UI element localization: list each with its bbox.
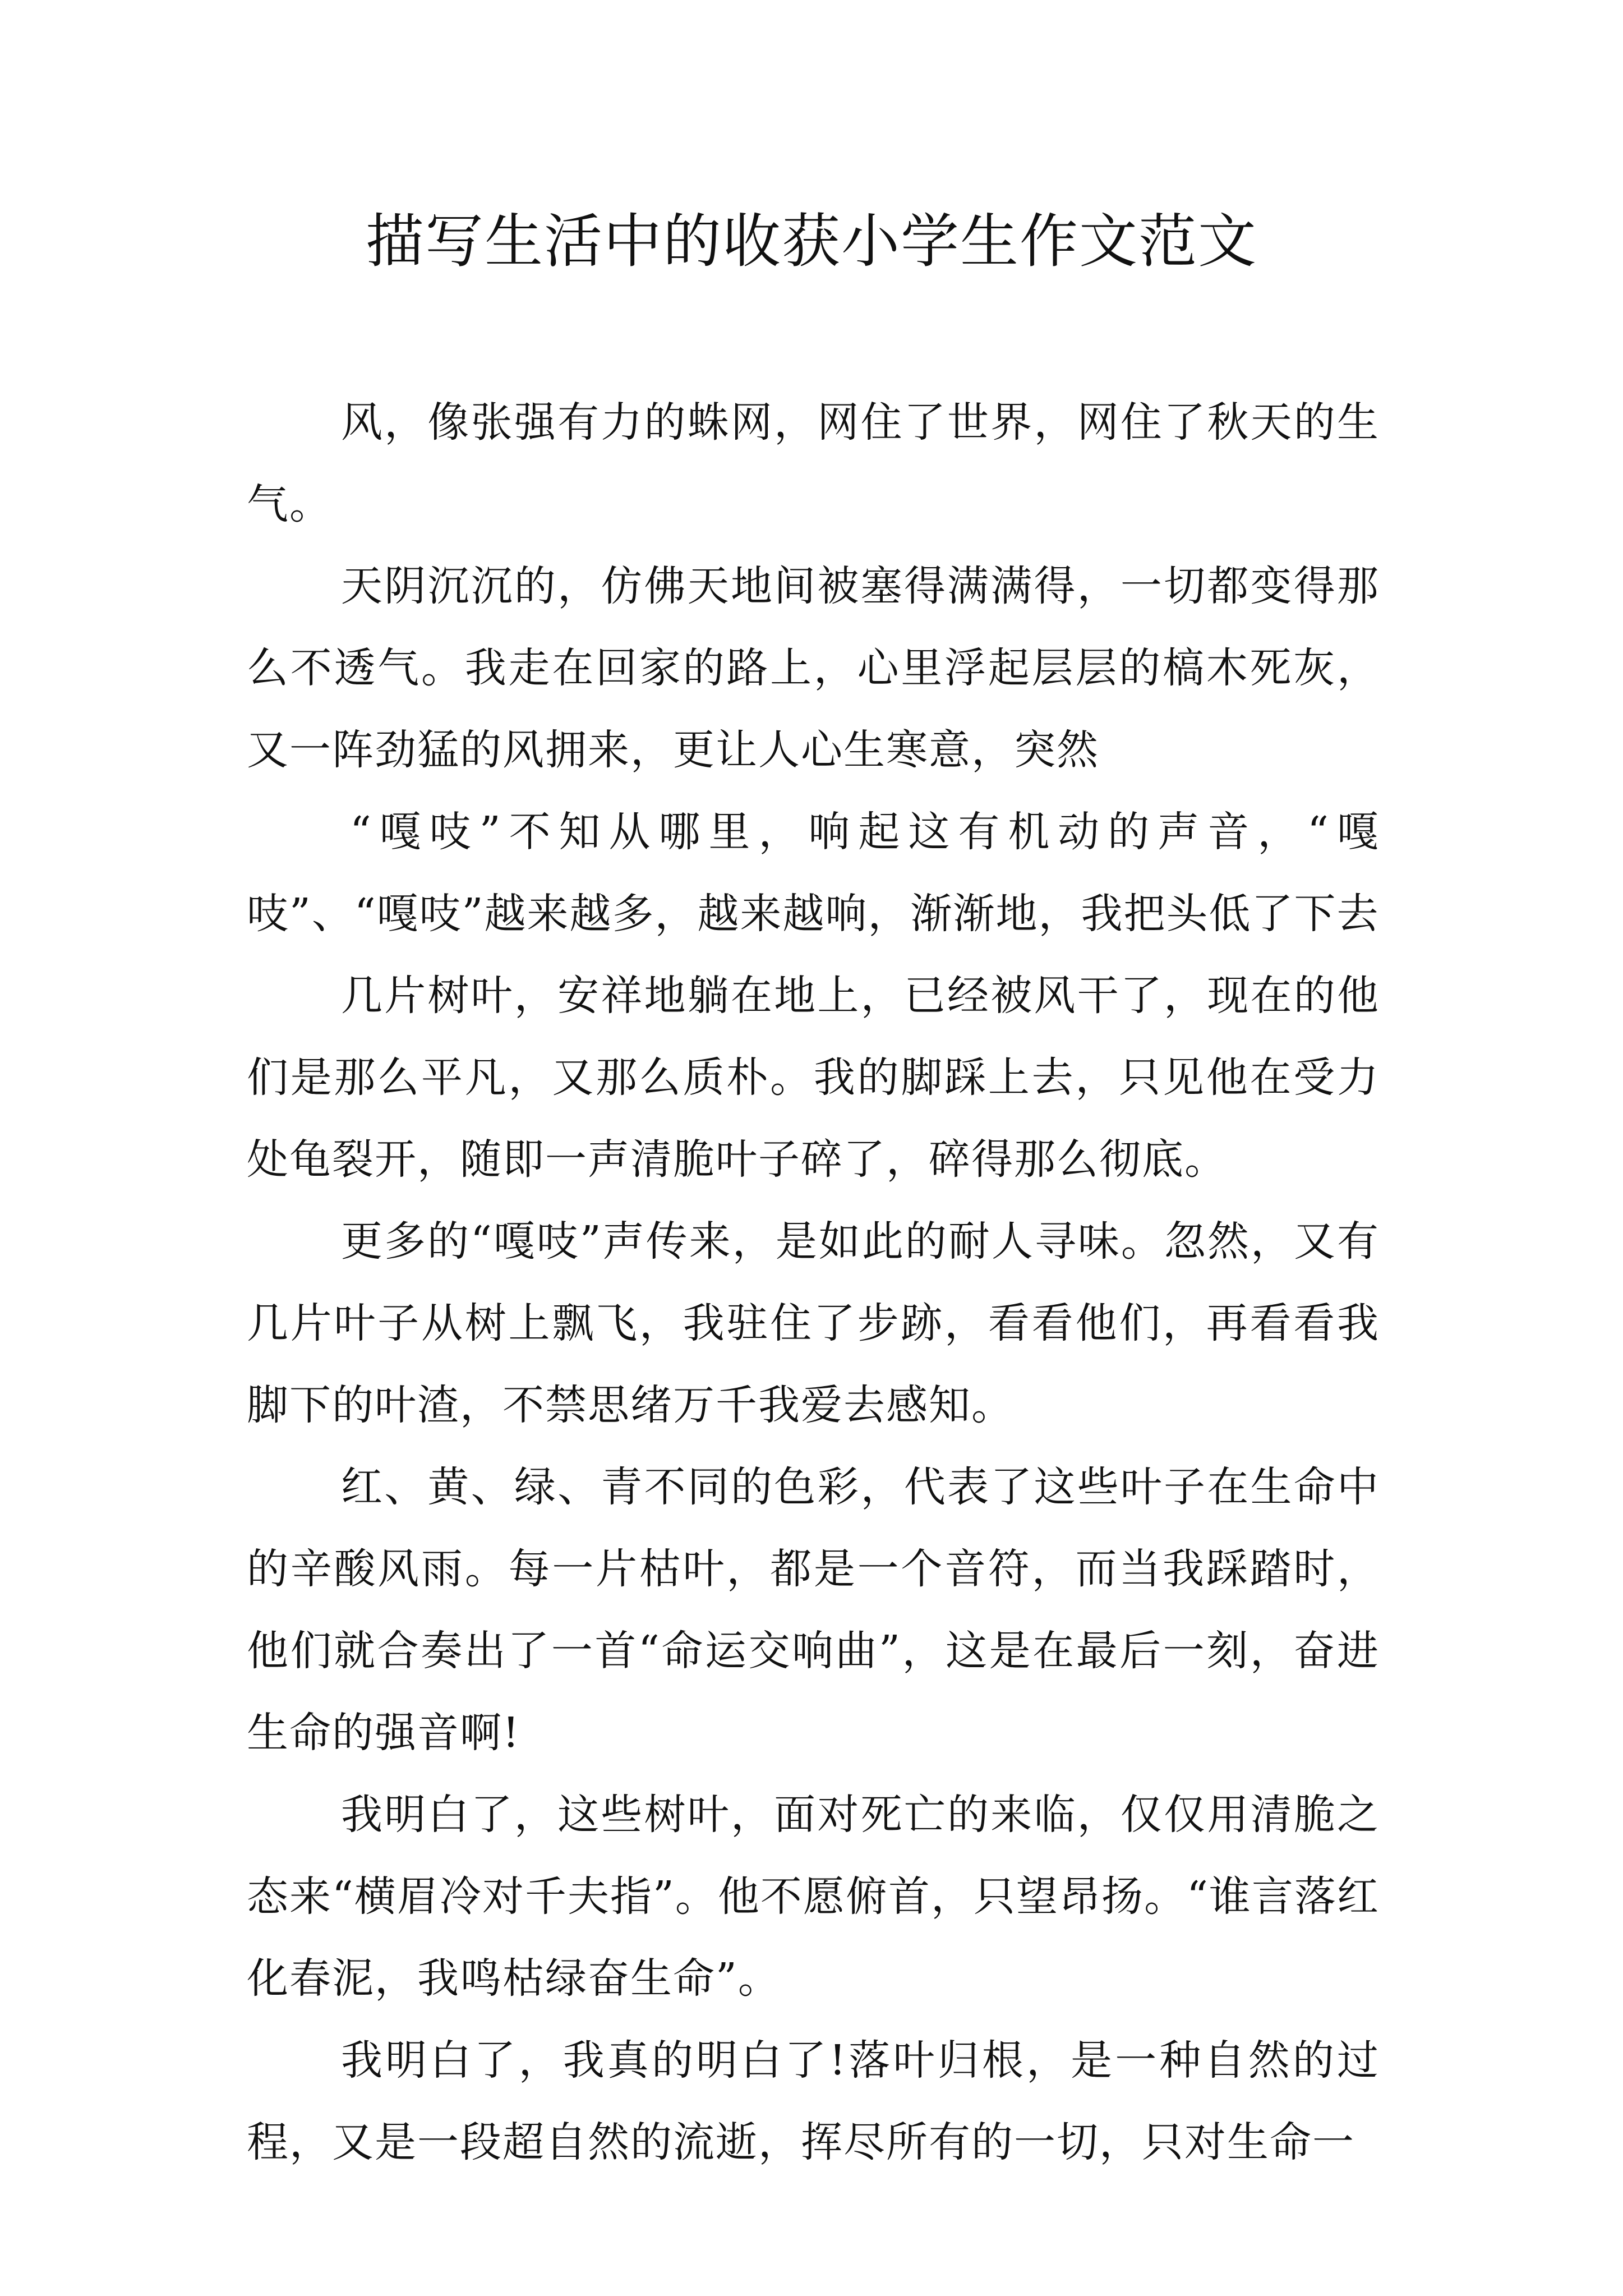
document-title: 描写生活中的收获小学生作文范文	[365, 207, 1257, 275]
paragraph-2: 天阴沉沉的，仿佛天地间被塞得满满得，一切都变得那么不透气。我走在回家的路上，心里浮起层层的槁木死灰，又一阵劲猛的风拥来，更让人心生寒意，突然	[247, 562, 1380, 774]
paragraph-5: 更多的“嘎吱”声传来，是如此的耐人寻味。忽然，又有几片叶子从树上飘飞，我驻住了步跡，看看他们，再看看我脚下的叶渣，不禁思绪万千我爱去感知。	[247, 1217, 1380, 1429]
paragraph-7: 我明白了，这些树叶，面对死亡的来临，仅仅用清脆之态来“横眉冷对千夫指”。他不愿俯首，只望昂扬。“谁言落红化春泥，我鸣枯绿奋生命”。	[247, 1791, 1380, 2003]
paragraph-8: 我明白了，我真的明白了!落叶归根，是一种自然的过程，又是一段超自然的流逝，挥尽所有的一切，只对生命一	[247, 2036, 1380, 2166]
paragraph-6: 红、黄、绿、青不同的色彩，代表了这些叶子在生命中的辛酸风雨。每一片枯叶，都是一个音符，而当我踩踏时，他们就合奏出了一首“命运交响曲”，这是在最后一刻，奋进生命的强音啊!	[247, 1463, 1380, 1757]
document-body	[247, 381, 1380, 2183]
paragraph-4: 几片树叶，安祥地躺在地上，已经被风干了，现在的他们是那么平凡，又那么质朴。我的脚踩上去，只见他在受力处龟裂开，随即一声清脆叶子碎了，碎得那么彻底。	[247, 972, 1380, 1184]
paragraph-1: 风，像张强有力的蛛网，网住了世界，网住了秋天的生气。	[247, 398, 1380, 528]
paragraph-3: “嘎吱”不知从哪里，响起这有机动的声音，“嘎吱”、“嘎吱”越来越多，越来越响，渐渐地，我把头低了下去	[247, 808, 1380, 938]
